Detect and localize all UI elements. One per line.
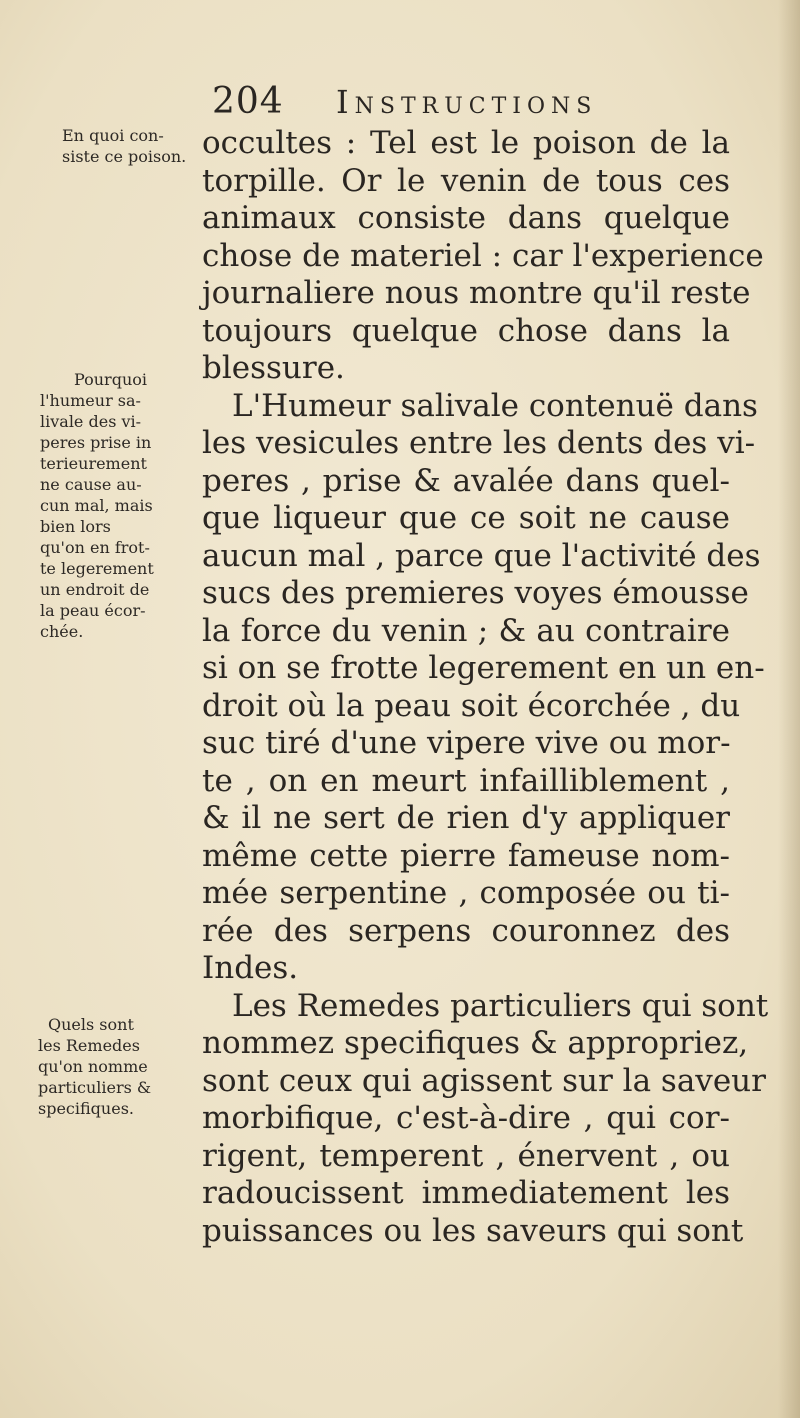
text-line: rée des serpens couronnez des <box>202 912 730 949</box>
margin-line: l'humeur sa- <box>40 391 141 410</box>
page-header <box>0 80 800 124</box>
body-text <box>202 125 769 1250</box>
page-number: 204 <box>212 81 284 122</box>
text-line: L'Humeur salivale contenuë dans <box>232 387 758 424</box>
margin-line: bien lors <box>40 517 111 536</box>
margin-line: les Remedes <box>38 1036 140 1055</box>
margin-note-poison <box>62 125 222 167</box>
text-line: nommez specifiques & appropriez, <box>202 1025 749 1061</box>
margin-line: terieurement <box>40 454 147 473</box>
margin-note-specific-remedies <box>38 1014 198 1119</box>
text-line: blessure. <box>202 350 345 386</box>
text-line: puissances ou les saveurs qui sont <box>202 1212 744 1249</box>
text-line: suc tiré d'une vipere vive ou mor- <box>202 725 731 761</box>
text-line: sucs des premieres voyes émousse <box>202 575 749 611</box>
margin-line: En quoi con- <box>62 126 164 145</box>
margin-line: Pourquoi <box>74 370 147 389</box>
text-line: sont ceux qui agissent sur la saveur <box>202 1062 766 1099</box>
margin-line: specifiques. <box>38 1099 134 1118</box>
text-line: aucun mal , parce que l'activité des <box>202 537 761 574</box>
text-line: animaux consiste dans quelque <box>202 200 730 236</box>
margin-line: la peau écor- <box>40 601 146 620</box>
text-line: & il ne sert de rien d'y appliquer <box>202 800 730 836</box>
margin-line: siste ce poison. <box>62 147 187 166</box>
text-line: Les Remedes particuliers qui sont <box>232 987 769 1024</box>
margin-line: qu'on nomme <box>38 1057 148 1076</box>
text-line: si on se frotte legerement en un en- <box>202 650 765 686</box>
text-line: peres , prise & avalée dans quel- <box>202 462 730 499</box>
margin-note-salivary-humour <box>40 369 200 642</box>
page-edge-shadow <box>778 0 800 1418</box>
text-line: toujours quelque chose dans la <box>202 312 730 349</box>
text-line: les vesicules entre les dents des vi- <box>202 425 756 461</box>
margin-line: qu'on en frot- <box>40 538 150 557</box>
text-line: chose de materiel : car l'experience <box>202 237 764 274</box>
margin-line: chée. <box>40 622 84 641</box>
margin-line: un endroit de <box>40 580 150 599</box>
margin-line: ne cause au- <box>40 475 142 494</box>
text-line: journaliere nous montre qu'il reste <box>202 275 751 311</box>
text-line: radoucissent immediatement les <box>202 1175 730 1211</box>
text-line: occultes : Tel est le poison de la <box>202 125 730 161</box>
running-head: Instructions <box>336 83 598 121</box>
margin-line: livale des vi- <box>40 412 142 431</box>
margin-line: Quels sont <box>48 1015 134 1034</box>
text-line: rigent, temperent , énervent , ou <box>202 1137 730 1174</box>
text-line: Indes. <box>202 950 299 986</box>
text-line: te , on en meurt infailliblement , <box>202 762 730 799</box>
text-line: mée serpentine , composée ou ti- <box>202 875 730 911</box>
text-line: que liqueur que ce soit ne cause <box>202 500 730 536</box>
margin-line: te legerement <box>40 559 154 578</box>
text-line: torpille. Or le venin de tous ces <box>202 162 730 199</box>
text-line: même cette pierre fameuse nom- <box>202 837 730 874</box>
margin-line: particuliers & <box>38 1078 152 1097</box>
margin-line: peres prise in <box>40 433 152 452</box>
text-line: droit où la peau soit écorchée , du <box>202 687 741 724</box>
text-line: la force du venin ; & au contraire <box>202 612 730 649</box>
text-line: morbifique, c'est-à-dire , qui cor- <box>202 1100 730 1136</box>
margin-line: cun mal, mais <box>40 496 153 515</box>
